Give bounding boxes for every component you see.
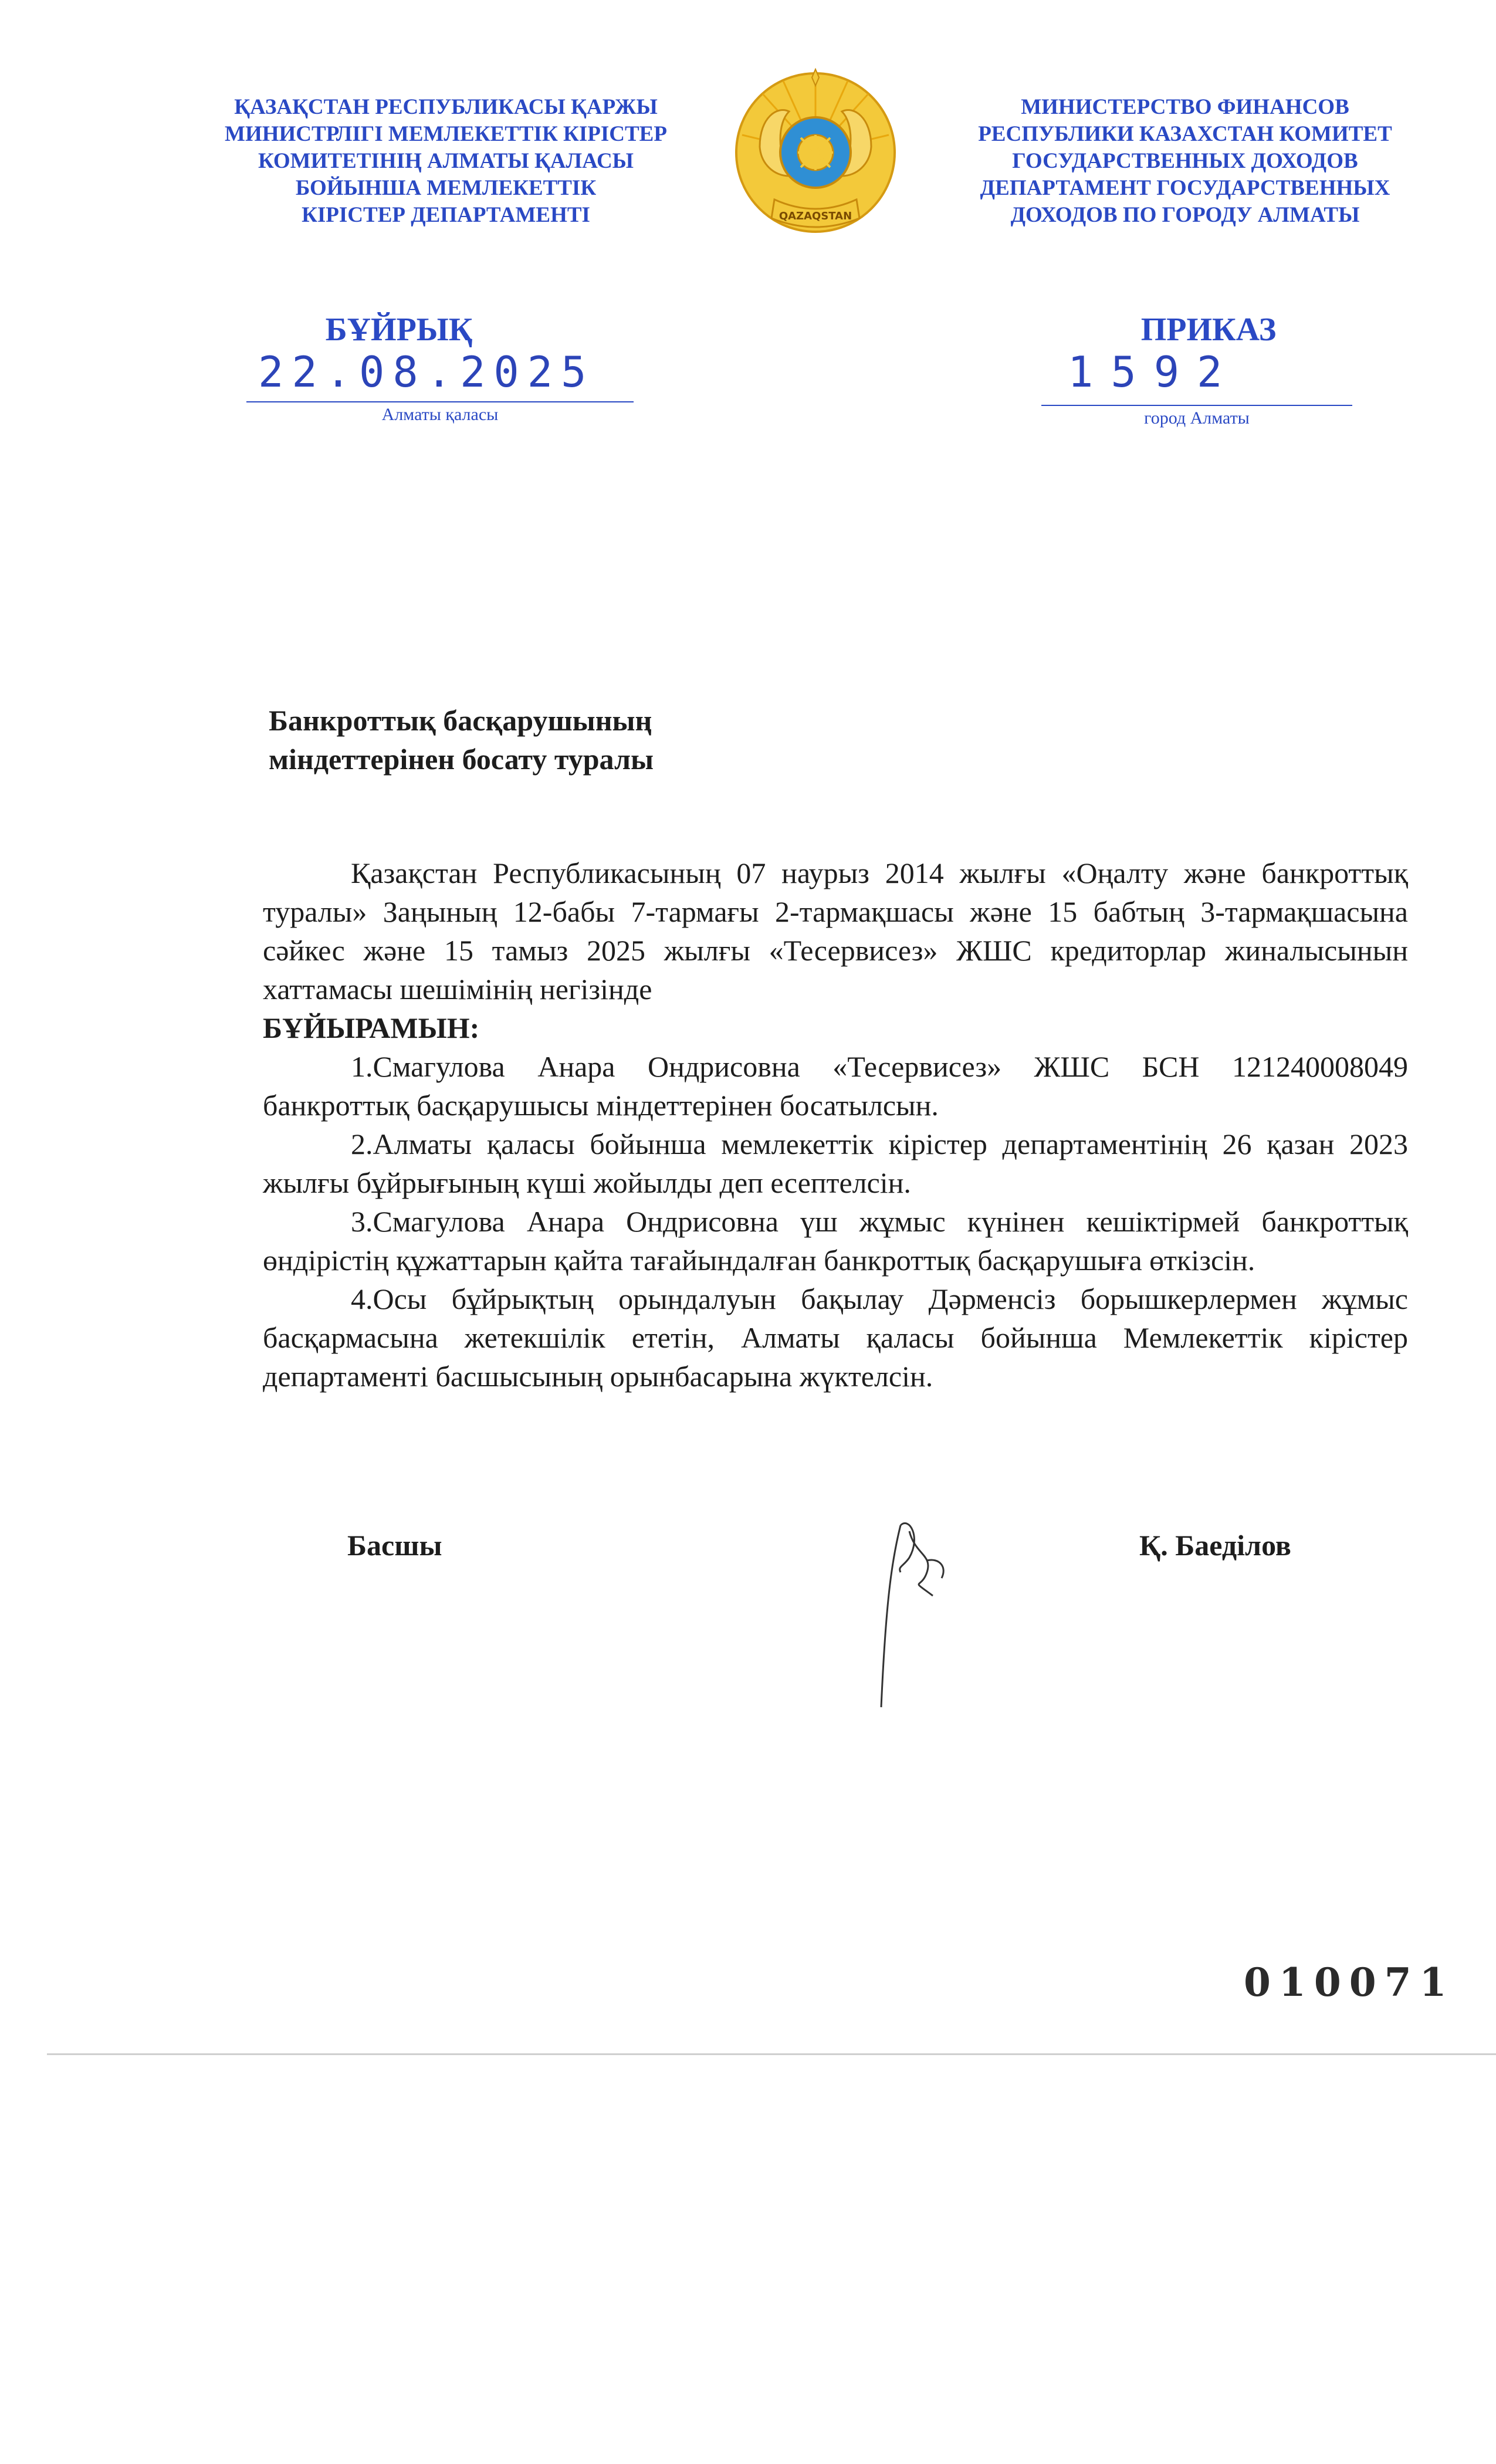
- date-underline: [246, 401, 634, 402]
- city-ru: город Алматы: [1144, 408, 1250, 428]
- order-date: 22.08.2025: [258, 347, 595, 397]
- header-ru-line: ДОХОДОВ ПО ГОРОДУ АЛМАТЫ: [1010, 203, 1360, 227]
- order-item: 2.Алматы қаласы бойынша мемлекеттік кірістер департаментінің 26 қазан 2023 жылғы бұйрығының күші жойылды деп есептелсін.: [263, 1128, 1408, 1199]
- header-ru: [933, 94, 1437, 229]
- order-number: 1592: [1068, 347, 1240, 397]
- order-intro-text: Қазақстан Республикасының 07 наурыз 2014 жылғы «Оңалту және банкроттық туралы» Заңының 12-бабы 7-тармағы 2-тармақшасы және 15 бабтың 3-тармақшасына сәйкес және 15 тамыз 2025 жылғы «Тесервисез» ЖШС кредиторлар жиналысынын хаттамасы шешімінің негізінде: [263, 857, 1408, 1006]
- signer-title: Басшы: [347, 1529, 442, 1562]
- order-item: 1.Смагулова Анара Ондрисовна «Тесервисез» ЖШС БСН 121240008049 банкроттық басқарушысы міндеттерінен босатылсын.: [263, 1050, 1408, 1122]
- order-body: [263, 854, 1408, 1396]
- order-title-ru: ПРИКАЗ: [1140, 312, 1277, 348]
- header-ru-line: ГОСУДАРСТВЕННЫХ ДОХОДОВ: [1012, 149, 1358, 173]
- state-emblem-icon: [719, 65, 912, 252]
- header-ru-line: ДЕПАРТАМЕНТ ГОСУДАРСТВЕННЫХ: [980, 176, 1390, 200]
- header-ru-line: РЕСПУБЛИКИ КАЗАХСТАН КОМИТЕТ: [978, 122, 1392, 146]
- decree-word: БҰЙЫРАМЫН:: [263, 1011, 480, 1044]
- header-kz-line: МИНИСТРЛІГІ МЕМЛЕКЕТТІК КІРІСТЕР: [225, 122, 667, 146]
- number-underline: [1041, 405, 1352, 406]
- order-item: 4.Осы бұйрықтың орындалуын бақылау Дәрменсіз борышкерлермен жұмыс басқармасына жетекшілік ететін, Алматы қаласы бойынша Мемлекеттік кірістер департаменті басшысының орынбасарына жүктелсін.: [263, 1282, 1408, 1393]
- order-subject-line: Банкроттық басқарушының: [269, 704, 652, 737]
- handwritten-signature-icon: [845, 1502, 980, 1713]
- order-subject: [269, 701, 797, 779]
- order-item: 3.Смагулова Анара Ондрисовна үш жұмыс күнінен кешіктірмей банкроттық өндірістің құжаттарын қайта тағайындалған банкроттық басқарушыға өткізсін.: [263, 1205, 1408, 1277]
- header-kz-line: БОЙЫНША МЕМЛЕКЕТТІК: [295, 176, 597, 200]
- header-kz-line: ҚАЗАҚСТАН РЕСПУБЛИКАСЫ ҚАРЖЫ: [234, 95, 658, 119]
- header-kz: [176, 94, 716, 229]
- city-kz: Алматы қаласы: [381, 405, 499, 424]
- signer-name: Қ. Баеділов: [1139, 1529, 1291, 1562]
- order-intro: [263, 854, 1408, 1047]
- header-kz-line: КОМИТЕТІНІҢ АЛМАТЫ ҚАЛАСЫ: [258, 149, 634, 173]
- header-ru-line: МИНИСТЕРСТВО ФИНАНСОВ: [1021, 95, 1349, 119]
- serial-number: 010071: [1244, 1959, 1455, 2005]
- page-edge: [47, 2053, 1496, 2055]
- order-title-kz: БҰЙРЫҚ: [325, 312, 473, 348]
- header-kz-line: КІРІСТЕР ДЕПАРТАМЕНТІ: [302, 203, 590, 227]
- emblem-ribbon-text: QAZAQSTAN: [779, 210, 852, 222]
- order-subject-line: міндеттерінен босату туралы: [269, 743, 654, 776]
